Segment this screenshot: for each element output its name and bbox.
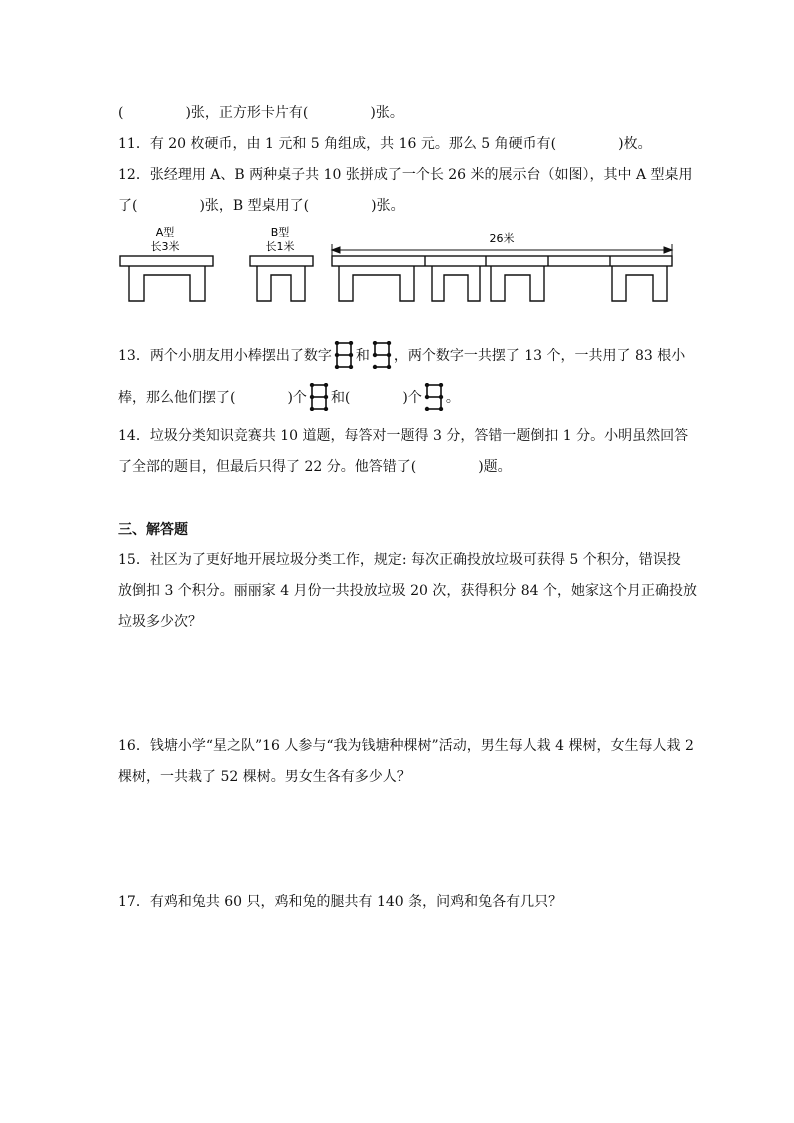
q13-text: ，两个数字一共摆了 13 个，一共用了 83 根小 (393, 348, 686, 364)
question-15-line-1 (118, 550, 681, 570)
digit-8-matchstick-icon (309, 383, 329, 411)
q14-text-end: )题。 (478, 459, 512, 475)
question-16-line-1 (118, 736, 694, 756)
q13-text: 棒，那么他们摆了( (118, 390, 236, 406)
digit-8-matchstick-icon (334, 341, 354, 369)
q13-text: )个 (402, 390, 422, 406)
q13-text: 和 (355, 348, 370, 364)
question-15-line-3 (118, 612, 202, 632)
q15-text: 15．社区为了更好地开展垃圾分类工作，规定: 每次正确投放垃圾可获得 5 个积分，错误投 (118, 552, 681, 568)
q12-text-end: )张。 (371, 198, 405, 214)
b-type-length: 长1米 (265, 240, 295, 253)
question-16-line-2 (118, 767, 411, 787)
q10-text-end: )张。 (370, 105, 404, 121)
question-13-line-1 (118, 346, 685, 366)
question-12-line-2 (118, 196, 405, 216)
q14-text: 了全部的题目，但最后只得了 22 分。他答错了( (118, 459, 417, 475)
q13-text: )个 (287, 390, 307, 406)
b-type-table-icon (250, 256, 313, 301)
length-dimension-arrow (332, 244, 672, 256)
section-heading: 三、解答题 (118, 522, 188, 538)
q13-text-end: 。 (445, 390, 460, 406)
question-14-line-1 (118, 426, 688, 446)
q17-text: 17．有鸡和兔共 60 只，鸡和兔的腿共有 140 条，问鸡和兔各有几只？ (118, 894, 563, 910)
q11-text-end: )枚。 (618, 136, 652, 152)
q10-tail (118, 103, 404, 123)
digit-9-matchstick-icon (372, 341, 392, 369)
q15-text: 垃圾多少次？ (118, 614, 202, 630)
q15-text: 放倒扣 3 个积分。丽丽家 4 月份一共投放垃圾 20 次，获得积分 84 个，她家这个月正确投放 (118, 583, 698, 599)
a-type-label: A型 (155, 226, 175, 239)
question-14-line-2 (118, 457, 512, 477)
q12-text: 了( (118, 198, 138, 214)
question-12-line-1 (118, 165, 693, 185)
q13-text: 和( (330, 390, 351, 406)
q10-text: )张，正方形卡片有( (185, 105, 309, 121)
question-11 (118, 134, 652, 154)
a-type-length: 长3米 (150, 240, 180, 253)
question-15-line-2 (118, 581, 697, 601)
q12-text: )张，B 型桌用了( (199, 198, 310, 214)
total-length-label: 26米 (489, 232, 515, 245)
q12-text: 12．张经理用 A、B 两种桌子共 10 张拼成了一个长 26 米的展示台（如图），其中 A 型桌用 (118, 167, 693, 183)
a-type-table-icon (120, 256, 213, 301)
table-figure (116, 222, 682, 308)
q13-text: 13．两个小朋友用小棒摆出了数字 (118, 348, 332, 364)
q14-text: 14．垃圾分类知识竞赛共 10 道题，每答对一题得 3 分，答错一题倒扣 1 分。小明虽然回答 (118, 428, 689, 444)
question-17 (118, 892, 562, 912)
digit-9-matchstick-icon (424, 383, 444, 411)
q11-text: 11．有 20 枚硬币，由 1 元和 5 角组成，共 16 元。那么 5 角硬币有( (118, 136, 557, 152)
q16-text: 16．钱塘小学“星之队”16 人参与“我为钱塘种棵树”活动，男生每人栽 4 棵树，女生每人栽 2 (118, 738, 694, 754)
b-type-label: B型 (270, 226, 290, 239)
q16-text: 棵树，一共栽了 52 棵树。男女生各有多少人？ (118, 769, 411, 785)
question-13-line-2 (118, 388, 460, 408)
display-platform-icon (332, 256, 672, 301)
q10-open: ( (118, 105, 124, 121)
